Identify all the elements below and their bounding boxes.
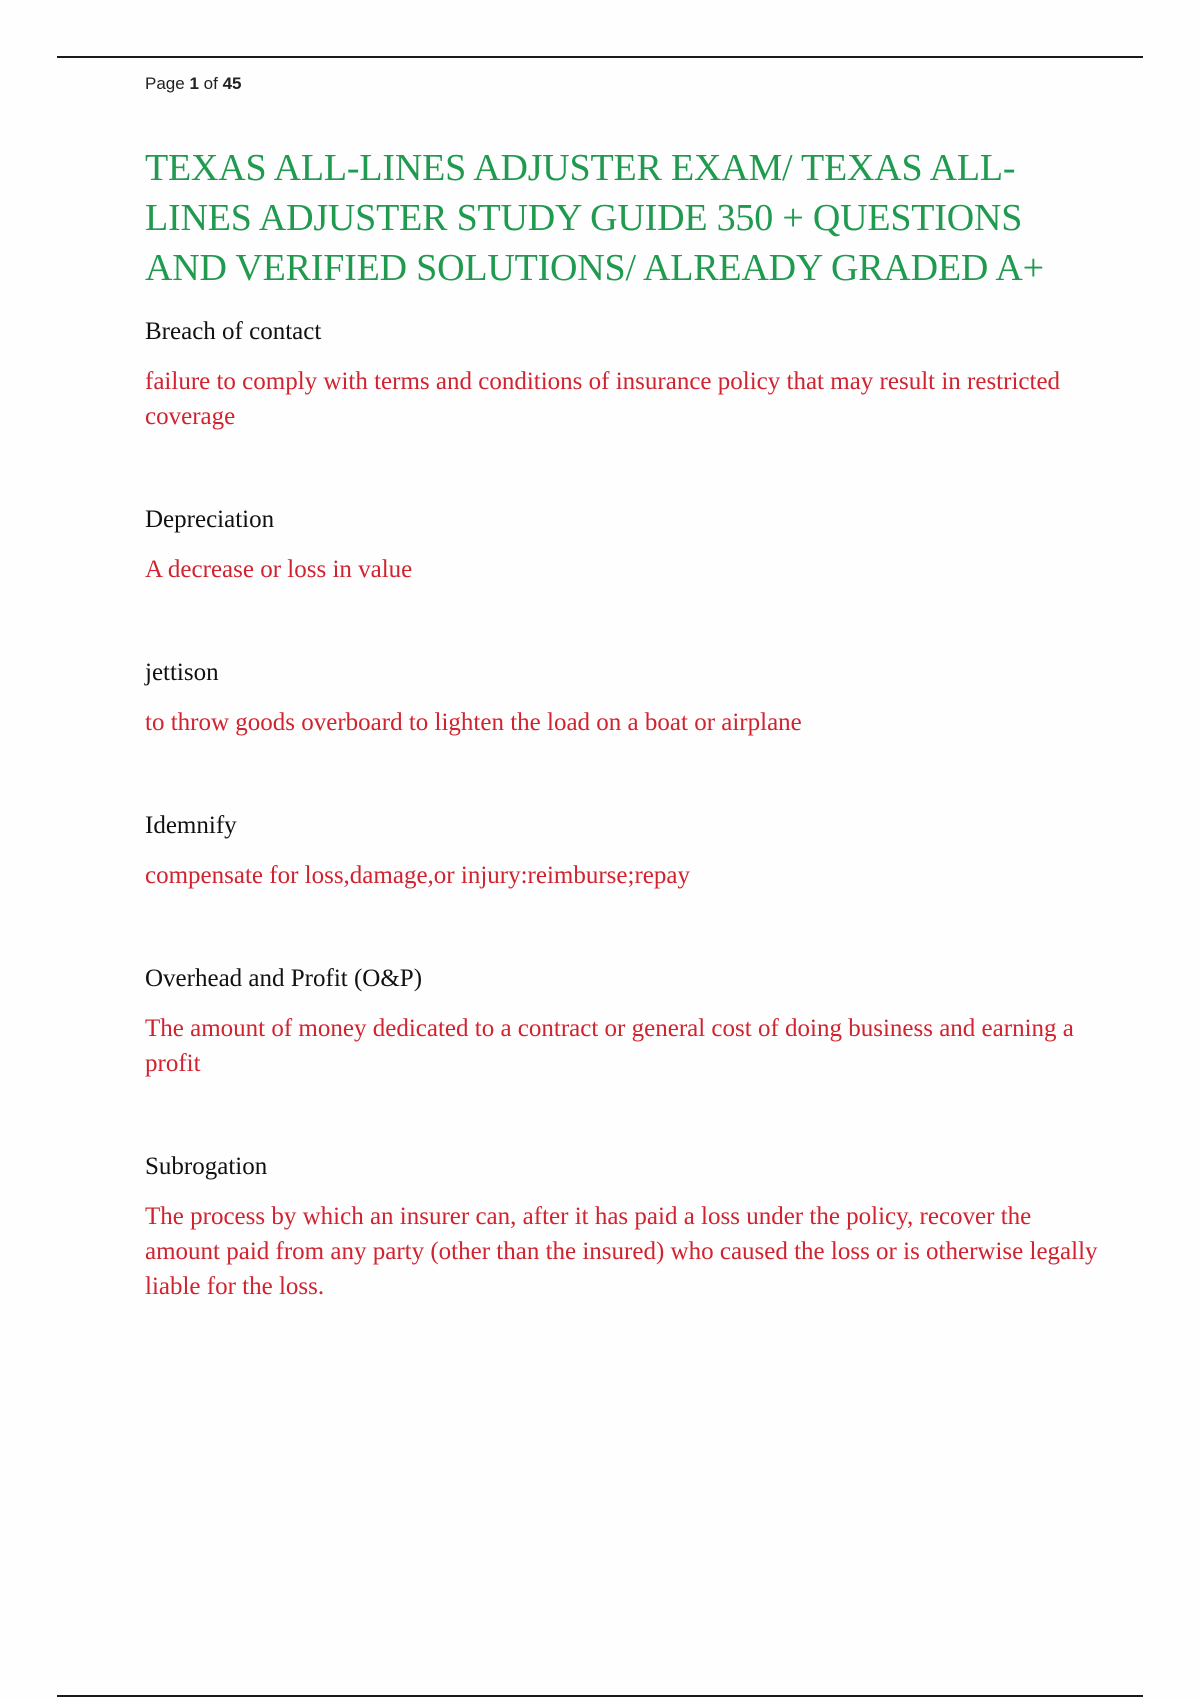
page-current: 1 — [189, 74, 199, 93]
entry-term: Idemnify — [145, 812, 237, 839]
entry-term: Subrogation — [145, 1153, 268, 1180]
bottom-rule — [57, 1695, 1143, 1697]
glossary-entry — [145, 505, 1100, 587]
entry-definition: The process by which an insurer can, after it has paid a loss under the policy, recover the amount paid from any party (other than the insured) who caused the loss or is otherwise legally liable for the loss. — [145, 1203, 1098, 1300]
page-of: of — [203, 74, 218, 93]
page-total: 45 — [222, 74, 242, 93]
entry-term: jettison — [145, 659, 219, 686]
glossary-entry — [145, 811, 1100, 893]
page-prefix: Page — [145, 74, 185, 93]
document-content — [145, 143, 1100, 1375]
glossary-entry — [145, 317, 1100, 434]
top-rule — [57, 56, 1143, 58]
glossary-entry — [145, 1152, 1100, 1304]
page-number-header — [145, 74, 241, 94]
entry-definition: compensate for loss,damage,or injury:reimburse;repay — [145, 862, 690, 889]
entry-term: Depreciation — [145, 506, 275, 533]
entry-definition: The amount of money dedicated to a contract or general cost of doing business and earning a profit — [145, 1015, 1074, 1077]
entry-term: Breach of contact — [145, 318, 322, 345]
document-title: TEXAS ALL-LINES ADJUSTER EXAM/ TEXAS ALL-LINES ADJUSTER STUDY GUIDE 350 + QUESTIONS AND VERIFIED SOLUTIONS/ ALREADY GRADED A+ — [145, 147, 1044, 289]
glossary-entry — [145, 658, 1100, 740]
entry-definition: failure to comply with terms and conditions of insurance policy that may result in restricted coverage — [145, 368, 1061, 430]
entry-term: Overhead and Profit (O&P) — [145, 965, 423, 992]
entry-definition: to throw goods overboard to lighten the load on a boat or airplane — [145, 709, 802, 736]
entry-definition: A decrease or loss in value — [145, 556, 413, 583]
glossary-entry — [145, 964, 1100, 1081]
